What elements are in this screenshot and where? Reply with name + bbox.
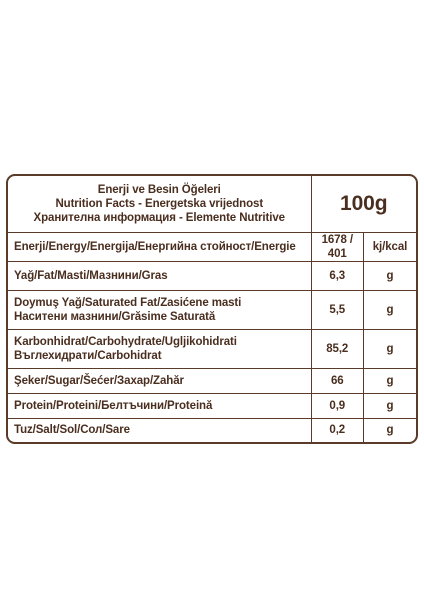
row-unit: g xyxy=(364,418,417,442)
nutrition-table-panel xyxy=(6,174,418,444)
row-label xyxy=(8,393,311,418)
row-label xyxy=(8,368,311,393)
row-label xyxy=(8,261,311,290)
row-value: 5,5 xyxy=(311,290,364,329)
row-label-line: Protein/Proteini/Белтъчини/Proteină xyxy=(14,399,213,412)
header-title-line: Enerji ve Besin Öğeleri xyxy=(97,183,221,196)
row-label xyxy=(8,232,311,261)
header-row xyxy=(8,176,416,232)
row-value: 85,2 xyxy=(311,329,364,368)
row-value: 0,2 xyxy=(311,418,364,442)
row-unit: kj/kcal xyxy=(364,232,417,261)
row-value: 6,3 xyxy=(311,261,364,290)
table-row xyxy=(8,232,416,261)
row-value: 0,9 xyxy=(311,393,364,418)
row-label-line: Въглехидрати/Carbohidrat xyxy=(14,349,162,362)
row-unit: g xyxy=(364,290,417,329)
row-unit: g xyxy=(364,261,417,290)
header-title-line: Хранителна информация - Elemente Nutritive xyxy=(33,211,285,224)
row-unit: g xyxy=(364,329,417,368)
row-unit: g xyxy=(364,393,417,418)
table-row xyxy=(8,329,416,368)
table-row xyxy=(8,261,416,290)
row-label-line: Karbonhidrat/Carbohydrate/Ugljikohidrati xyxy=(14,335,237,348)
header-title-cell xyxy=(8,176,311,232)
table-row xyxy=(8,368,416,393)
row-label-line: Tuz/Salt/Sol/Сол/Sare xyxy=(14,424,130,437)
row-label-line: Yağ/Fat/Masti/Мазнини/Gras xyxy=(14,269,168,282)
row-value: 1678 / 401 xyxy=(311,232,364,261)
table-row xyxy=(8,393,416,418)
row-label-line: Şeker/Sugar/Šećer/Захар/Zahăr xyxy=(14,374,184,387)
row-label xyxy=(8,329,311,368)
table-row xyxy=(8,418,416,442)
nutrition-table xyxy=(8,176,416,442)
per-amount: 100g xyxy=(311,176,416,232)
row-label-line: Наситени мазнини/Grăsime Saturată xyxy=(14,310,216,323)
row-label-line: Enerji/Energy/Energija/Енергийна стойност/Energie xyxy=(14,240,296,253)
row-value: 66 xyxy=(311,368,364,393)
header-title-line: Nutrition Facts - Energetska vrijednost xyxy=(55,197,264,210)
row-label xyxy=(8,290,311,329)
table-row xyxy=(8,290,416,329)
row-unit: g xyxy=(364,368,417,393)
row-label-line: Doymuş Yağ/Saturated Fat/Zasićene masti xyxy=(14,296,242,309)
row-label xyxy=(8,418,311,442)
